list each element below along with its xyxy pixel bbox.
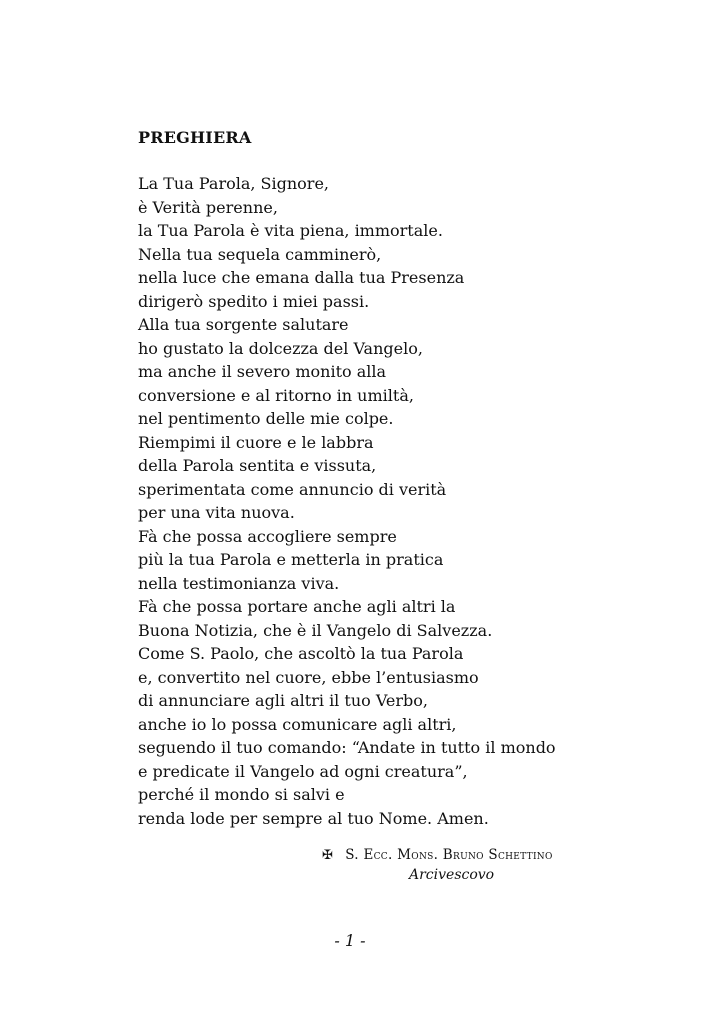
signature-role: Arcivescovo xyxy=(409,867,495,883)
prayer-line: perché il mondo si salvi e xyxy=(138,785,345,804)
prayer-line: di annunciare agli altri il tuo Verbo, xyxy=(138,691,428,710)
prayer-title: PREGHIERA xyxy=(138,128,252,147)
prayer-line: La Tua Parola, Signore, xyxy=(138,174,330,193)
prayer-line: nel pentimento delle mie colpe. xyxy=(138,409,394,428)
prayer-line: nella luce che emana dalla tua Presenza xyxy=(138,268,465,287)
prayer-line: Nella tua sequela camminerò, xyxy=(138,244,382,264)
prayer-line: per una vita nuova. xyxy=(138,503,295,522)
prayer-line: renda lode per sempre al tuo Nome. Amen. xyxy=(138,808,489,828)
prayer-line: Riempimi il cuore e le labbra xyxy=(138,432,374,452)
prayer-line: della Parola sentita e vissuta, xyxy=(138,456,377,475)
prayer-line: seguendo il tuo comando: “Andate in tutto il mondo xyxy=(138,738,556,757)
prayer-line: Alla tua sorgente salutare xyxy=(138,315,349,334)
prayer-line: ho gustato la dolcezza del Vangelo, xyxy=(138,338,423,358)
prayer-line: la Tua Parola è vita piena, immortale. xyxy=(138,221,443,240)
signature-name: S. Ecc. Mons. Bruno Schettino xyxy=(345,847,553,863)
page-number: - 1 - xyxy=(334,931,366,950)
prayer-text xyxy=(138,172,556,830)
prayer-line: ma anche il severo monito alla xyxy=(138,362,387,381)
prayer-line: sperimentata come annuncio di verità xyxy=(138,479,447,499)
prayer-line: anche io lo possa comunicare agli altri, xyxy=(138,714,457,734)
prayer-line: Fà che possa portare anche agli altri la xyxy=(138,597,456,616)
cross-icon: ✠ xyxy=(322,848,333,863)
prayer-line: e, convertito nel cuore, ebbe l’entusiasmo xyxy=(138,667,479,687)
prayer-line: e predicate il Vangelo ad ogni creatura”, xyxy=(138,761,468,781)
prayer-line: conversione e al ritorno in umiltà, xyxy=(138,385,414,405)
prayer-line: nella testimonianza viva. xyxy=(138,573,340,593)
prayer-line: più la tua Parola e metterla in pratica xyxy=(138,550,444,569)
prayer-line: dirigerò spedito i miei passi. xyxy=(138,291,370,311)
signature-line xyxy=(322,847,553,863)
prayer-line: è Verità perenne, xyxy=(138,197,278,217)
prayer-line: Come S. Paolo, che ascoltò la tua Parola xyxy=(138,644,464,663)
prayer-line: Buona Notizia, che è il Vangelo di Salvezza. xyxy=(138,620,493,640)
prayer-line: Fà che possa accogliere sempre xyxy=(138,526,397,546)
